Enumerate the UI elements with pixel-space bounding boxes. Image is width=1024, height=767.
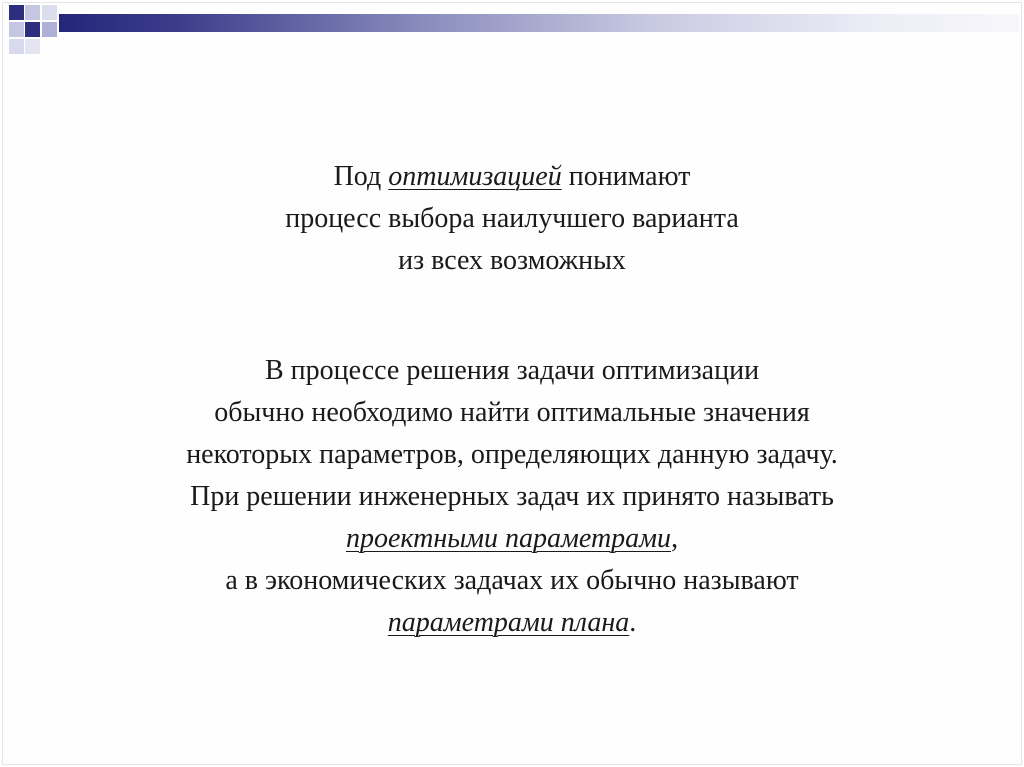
header-square-dark-2 — [25, 22, 40, 37]
header-square-dark-1 — [9, 5, 24, 20]
parameters-line-7 — [0, 602, 1024, 644]
parameters-line-3: некоторых параметров, определяющих данную задачу. — [186, 439, 838, 470]
text-fragment: понимают — [561, 161, 691, 192]
header-square-light-6 — [25, 39, 40, 54]
parameters-line-5 — [0, 518, 1024, 560]
header-square-light-3 — [9, 39, 24, 54]
definition-line-1 — [0, 156, 1024, 198]
header-gradient-bar — [59, 14, 1019, 32]
header-square-light-1 — [9, 22, 24, 37]
term-optimization: оптимизацией — [388, 161, 562, 192]
text-fragment: Под — [333, 161, 389, 192]
definition-paragraph — [0, 156, 1024, 282]
parameters-line-2: обычно необходимо найти оптимальные значения — [214, 397, 810, 428]
term-design-parameters: проектными параметрами — [345, 523, 672, 554]
definition-line-3: из всех возможных — [398, 245, 626, 276]
header-square-light-2 — [25, 5, 40, 20]
text-fragment: , — [671, 523, 679, 554]
parameters-paragraph — [0, 350, 1024, 644]
header-square-light-5 — [42, 22, 57, 37]
term-plan-parameters: параметрами плана — [387, 607, 630, 638]
parameters-line-4: При решении инженерных задач их принято называть — [190, 481, 834, 512]
header-square-light-4 — [42, 5, 57, 20]
parameters-line-1: В процессе решения задачи оптимизации — [264, 355, 760, 386]
parameters-line-6: а в экономических задачах их обычно называют — [225, 565, 799, 596]
text-fragment: . — [629, 607, 637, 638]
definition-line-2: процесс выбора наилучшего варианта — [285, 203, 739, 234]
